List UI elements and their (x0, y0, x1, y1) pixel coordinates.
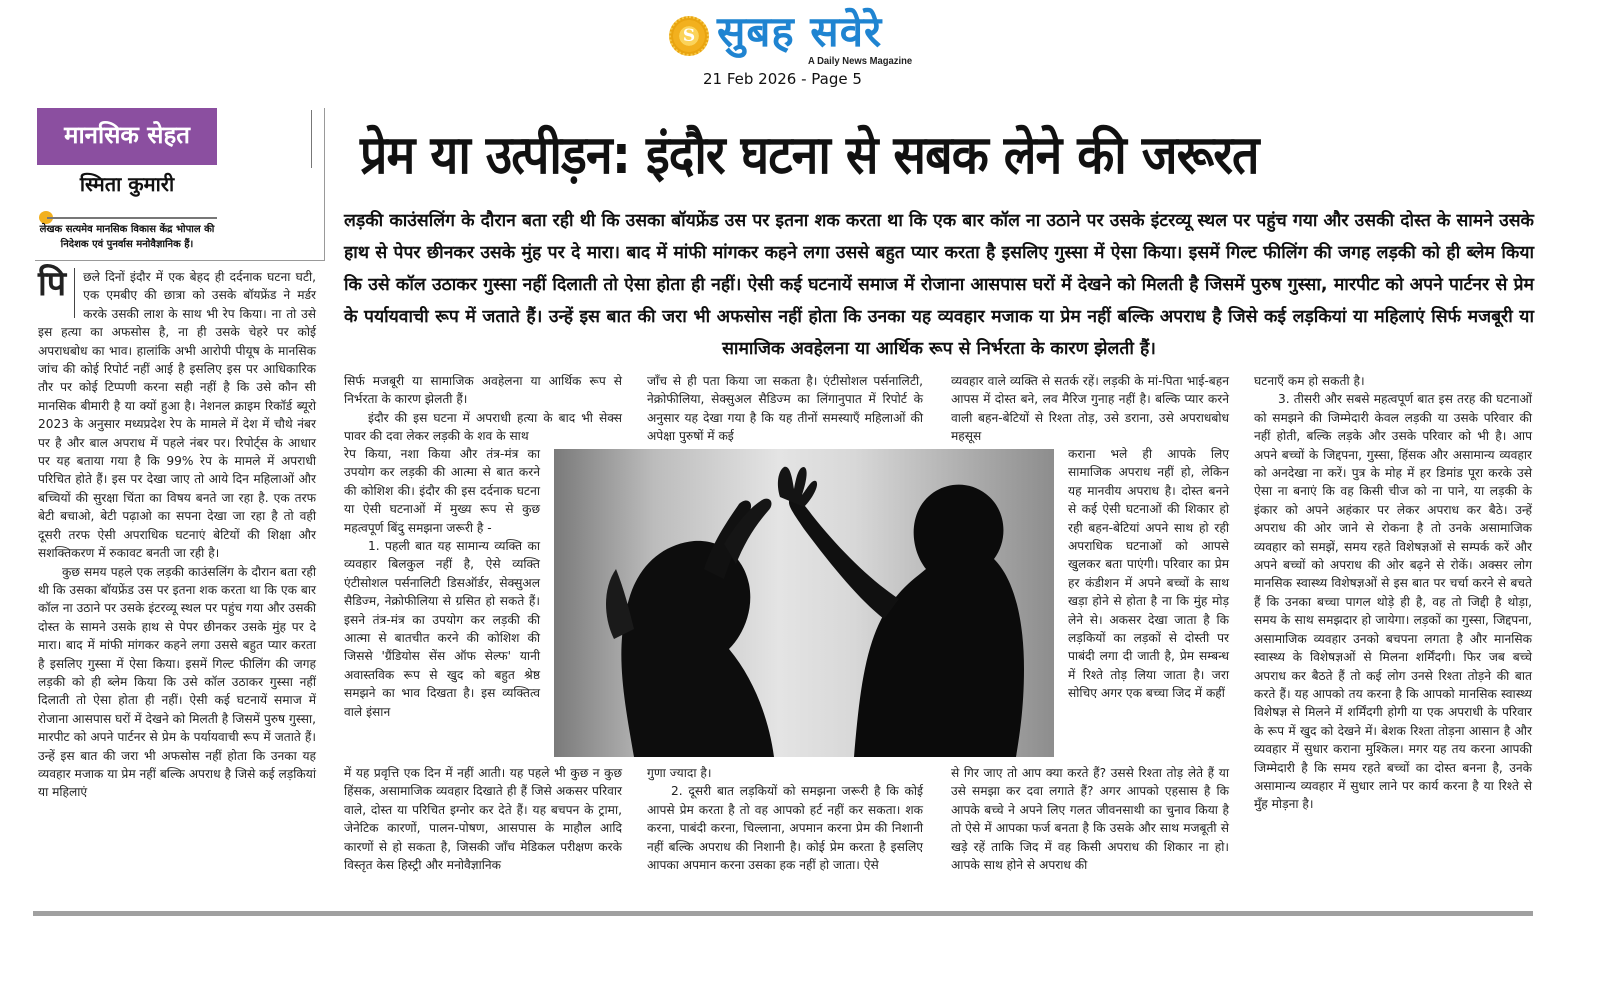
author-name: स्मिता कुमारी (79, 172, 175, 196)
author-bio: लेखक सत्यमेव मानसिक विकास केंद्र भोपाल की निदेशक एवं पुनर्वास मनोवैज्ञानिक हैं। (39, 224, 215, 250)
article-column-2-wrap (344, 445, 540, 721)
article-column-2-top (344, 372, 622, 446)
article-deck: लड़की काउंसलिंग के दौरान बता रही थी कि उसका बॉयफ्रेंड उस पर इतना शक करता था कि एक बार कॉल ना उठाने पर उसके इंटरव्यू स्थल पर पहुंच गया और उसकी दोस्त के सामने उसके हाथ से पेपर छीनकर उसके मुंह पर दे मारा। बाद में मांफी मांगकर कहने लगा उससे बहुत प्यार करता है इसलिए गुस्सा में ऐसा किया। इसमें गिल्ट फीलिंग की जगह लड़की को ही ब्लेम किया कि उसे कॉल उठाकर गुस्सा नहीं दिलाती तो ऐसा होता ही नहीं। ऐसी कई घटनायें समाज में रोजाना आसपास घरों में देखने को मिलती है जिसमें पुरुष गुस्सा, मारपीट को अपने पार्टनर से प्रेम के पर्यायवाची रूप में जताते हैं। उन्हें इस बात की जरा भी अफसोस नहीं होता कि उनका यह व्यवहार मजाक या प्रेम नहीं बल्कि अपराध है जिसे कई लड़कियां या महिलाएं सिर्फ मजबूरी या सामाजिक अवहेलना या आर्थिक रूप से निर्भरता के कारण झेलती हैं। (344, 211, 1534, 359)
article-column-4-wrap (1068, 445, 1229, 703)
paragraph: व्यवहार वाले व्यक्ति से सतर्क रहें। लड़की के मां-पिता भाई-बहन आपस में दोस्त बने, लव मैरिज गुनाह नहीं है। बल्कि प्यार करने वाली बहन-बेटियों से रिश्ता तोड़, उसे डराना, उसे अपराधबोध महसूस (951, 374, 1229, 444)
paragraph: में यह प्रवृत्ति एक दिन में नहीं आती। यह पहले भी कुछ न कुछ हिंसक, असामाजिक व्यवहार दिखाते ही हैं जिसे अकसर परिवार वाले, दोस्त या परिचित इग्नोर कर देते हैं। यह बचपन के ट्रामा, जेनेटिक कारणों, पालन-पोषण, आसपास के माहौल आदि कारणों से हो सकता है, जिसकी जाँच मेडिकल परीक्षण करके विस्तृत केस हिस्ट्री और मनोवैज्ञानिक (344, 766, 622, 873)
paragraph: जाँच से ही पता किया जा सकता है। एंटीसोशल पर्सनालिटी, नेक्रोफीलिया, सेक्सुअल सैडिज्म का लिंगानुपात में रिपोर्ट के अनुसार यह देखा गया है कि यह तीनों समस्याएँ महिलाओं की अपेक्षा पुरुषों में कई (647, 374, 923, 444)
article-column-5 (1254, 372, 1532, 814)
paragraph: 3. तीसरी और सबसे महत्वपूर्ण बात इस तरह की घटनाओं को समझने की जिम्मेदारी केवल लड़की या उसके परिवार की नहीं होती, बल्कि लड़के और उसके परिवार को भी है। आप अपने बच्चों के जिद्दपना, गुस्सा, हिंसक और असामान्य व्यवहार को अनदेखा ना करें। पुत्र के मोह में हर डिमांड पूरा करके उसे ऐसा ना बनाएं कि वह किसी चीज को ना पाने, या लड़की के इंकार को अपने अहंकार पर लेकर अपराध कर बैठे। उन्हें अपराध की ओर जाने से रोकना है तो उनके असामाजिक व्यवहार को समझें, समय रहते विशेषज्ञओं से सम्पर्क करें और अपने बच्चों को अपराध की ओर बढ़ने से रोकें। अक्सर लोग मानसिक स्वास्थ्य विशेषज्ञओं से इस बात पर चर्चा करने से बचते हैं कि उनका बच्चा पागल थोड़े ही है, वह तो जिद्दी है थोड़ा, समय के साथ समझदार हो जायेगा। लड़कों का गुस्सा, जिद्दपना, असामाजिक व्यवहार उनको बचपना लगता है और मानसिक स्वास्थ्य के विशेषज्ञओं से मिलना शर्मिंदगी। फिर जब बच्चे अपराध कर बैठते हैं तो कई लोग उनसे रिश्ता तोड़ने की बात करते हैं। यह आपको तय करना है कि आपको मानसिक स्वास्थ्य विशेषज्ञ से मिलने में शर्मिंदगी होगी या एक अपराधी के परिवार के रूप में खुद को देखने में। बेशक रिश्ता तोड़ना आसान है और व्यवहार में सुधार कराना मुश्किल। मगर यह तय करना आपकी जिम्मेदारी है कि समय रहते बच्चों का दोस्त बनना है, उनके असामान्य व्यवहार में सुधार लाने पर कार्य करना है या रिश्ते से मुँह मोड़ना है। (1254, 392, 1532, 812)
paragraph: घटनाएँ कम हो सकती है। (1254, 374, 1365, 388)
paragraph: कराना भले ही आपके लिए सामाजिक अपराध नहीं हो, लेकिन यह मानवीय अपराध है। दोस्त बनने से कई ऐसी घटनाओं की शिकार हो रही बहन-बेटियां अपने साथ हो रही अपराधिक घटनाओं को आपसे खुलकर बता पाएंगी। परिवार का प्रेम हर कंडीशन में अपने बच्चों के साथ खड़ा होने से होता है ना कि मुंह मोड़ लेने से। अकसर देखा जाता है कि लड़कियों का लड़कों से दोस्ती पर पाबंदी लगा दी जाती है, प्रेम सम्बन्ध में रिश्ते तोड़ लिया जाता है। जरा सोचिए अगर एक बच्चा जिद में कहीं (1068, 447, 1229, 701)
article-column-2-bottom (344, 764, 622, 874)
article-photo (554, 449, 1054, 757)
newspaper-tagline: A Daily News Magazine (808, 55, 913, 67)
article-column-1 (38, 264, 316, 802)
silhouette-illustration (554, 449, 1054, 757)
logo-coin-icon: S (669, 16, 709, 56)
paragraph: रेप किया, नशा किया और तंत्र-मंत्र का उपयोग कर लड़की की आत्मा से बात करने की कोशिश की। इंदौर की इस दर्दनाक घटना या ऐसी घटनाओं में मुख्य रूप से कुछ महत्वपूर्ण बिंदु समझना जरूरी है - (344, 447, 540, 535)
paragraph: से गिर जाए तो आप क्या करते हैं? उससे रिश्ता तोड़ लेते हैं या उसे समझा कर दवा लगाते हैं? अगर आपको एहसास है कि आपके बच्चे ने अपने लिए गलत जीवनसाथी का चुनाव किया है तो ऐसे में आपका फर्ज बनता है कि उसके और साथ मजबूती से खड़े रहें ताकि जिद में वह किसी अपराध की शिकार ना हो। आपके साथ होने से अपराध की (951, 766, 1229, 873)
dropcap: पि (38, 268, 75, 318)
author-divider (47, 217, 217, 219)
paragraph: गुणा ज्यादा है। (647, 766, 712, 780)
paragraph: छले दिनों इंदौर में एक बेहद ही दर्दनाक घटना घटी, एक एमबीए की छात्रा को उसके बॉयफ्रेंड ने मर्डर करके उसकी लाश के साथ भी रेप किया। ना तो उसे इस हत्या का अफसोस है, ना ही उसके चेहरे पर कोई अपराधबोध का भाव। हालांकि अभी आरोपी पीयूष के मानसिक जांच की कोई रिपोर्ट नहीं आई है इसलिए इस पर आधिकारिक तौर पर कोई टिप्पणी करना सही नहीं है कि उसे कौन सी मानसिक बीमारी है या क्यों हुआ है। नेशनल क्राइम रिकॉर्ड ब्यूरो 2023 के अनुसार मध्यप्रदेश रेप के मामले में देश में चौथे नंबर पर है और बाल अपराध में पहले नंबर पर। रिपोर्ट्स के आधार पर यह बताया गया है कि 99% रेप के मामले में अपराधी परिचित होते हैं। इस पर देखा जाए तो आये दिन महिलाओं और बच्चियों की सुरक्षा चिंता का विषय बनते जा रहा है. एक तरफ बेटी बचाओ, बेटी पढ़ाओ का सपना देखा जा रहा है तो वही दूसरी तरफ ऐसी अपराधिक घटनाएं बेटियों की शिक्षा और सशक्तिकरण में रुकावट बनती जा रही है। (38, 270, 316, 561)
column-tag: मानसिक सेहत (37, 108, 217, 165)
headline-side-rule (311, 110, 312, 168)
page-date-info: 21 Feb 2026 - Page 5 (703, 70, 862, 88)
article-headline: प्रेम या उत्पीड़न: इंदौर घटना से सबक लेने की जरूरत (360, 125, 1259, 186)
paragraph: सिर्फ मजबूरी या सामाजिक अवहेलना या आर्थिक रूप से निर्भरता के कारण झेलती हैं। (344, 374, 622, 407)
article-column-3-top (647, 372, 923, 446)
article-column-3-bottom (647, 764, 923, 874)
paragraph: 2. दूसरी बात लड़कियों को समझना जरूरी है कि कोई आपसे प्रेम करता है तो वह आपको हर्ट नहीं कर सकता। शक करना, पाबंदी करना, चिल्लाना, अपमान करना प्रेम की निशानी नहीं बल्कि अपराध की निशानी है। कोई प्रेम करता है इसलिए आपका अपमान करना उसका हक नहीं हो जाता। ऐसे (647, 784, 923, 873)
newspaper-title: सुबह सवेरे (717, 7, 883, 56)
article-column-4-bottom (951, 764, 1229, 874)
page-bottom-rule (33, 911, 1533, 916)
paragraph: इंदौर की इस घटना में अपराधी हत्या के बाद भी सेक्स पावर की दवा लेकर लड़की के शव के साथ (344, 410, 622, 444)
column-header-box (35, 108, 325, 261)
masthead (655, 4, 955, 94)
paragraph: कुछ समय पहले एक लड़की काउंसलिंग के दौरान बता रही थी कि उसका बॉयफ्रेंड उस पर इतना शक करता था कि एक बार कॉल ना उठाने पर उसके इंटरव्यू स्थल पर पहुंच गया और उसकी दोस्त के सामने उसके हाथ से पेपर छीनकर उसके मुंह पर दे मारा। बाद में मांफी मांगकर कहने लगा उससे बहुत प्यार करता है इसलिए गुस्सा में ऐसा किया। इसमें गिल्ट फीलिंग की जगह लड़की को ही ब्लेम किया कि उसे कॉल उठाकर गुस्सा नहीं दिलाती तो ऐसा होता ही नहीं। ऐसी कई घटनायें समाज में रोजाना आसपास घरों में देखने को मिलती है जिसमें पुरुष गुस्सा, मारपीट को अपने पार्टनर से प्रेम के पर्यायवाची रूप में जताते हैं। उन्हें इस बात की जरा भी अफसोस नहीं होता कि उनका यह व्यवहार मजाक या प्रेम नहीं बल्कि अपराध है जिसे कई लड़कियां या महिलाएं (38, 564, 316, 800)
article-column-4-top (951, 372, 1229, 446)
paragraph: 1. पहली बात यह सामान्य व्यक्ति का व्यवहार बिलकुल नहीं है, ऐसे व्यक्ति एंटीसोशल पर्सनालिटी डिसऑर्डर, सेक्सुअल सैडिज्म, नेक्रोफीलिया से ग्रसित हो सकते हैं। इसने तंत्र-मंत्र का उपयोग कर लड़की की आत्मा से बातचीत करने की कोशिश की जिससे 'ग्रैंडियोस सेंस ऑफ सेल्फ' यानी अवास्तविक रूप से खुद को बहुत श्रेष्ठ समझने का भाव दिखता है। इस व्यक्तित्व वाले इंसान (344, 539, 540, 719)
